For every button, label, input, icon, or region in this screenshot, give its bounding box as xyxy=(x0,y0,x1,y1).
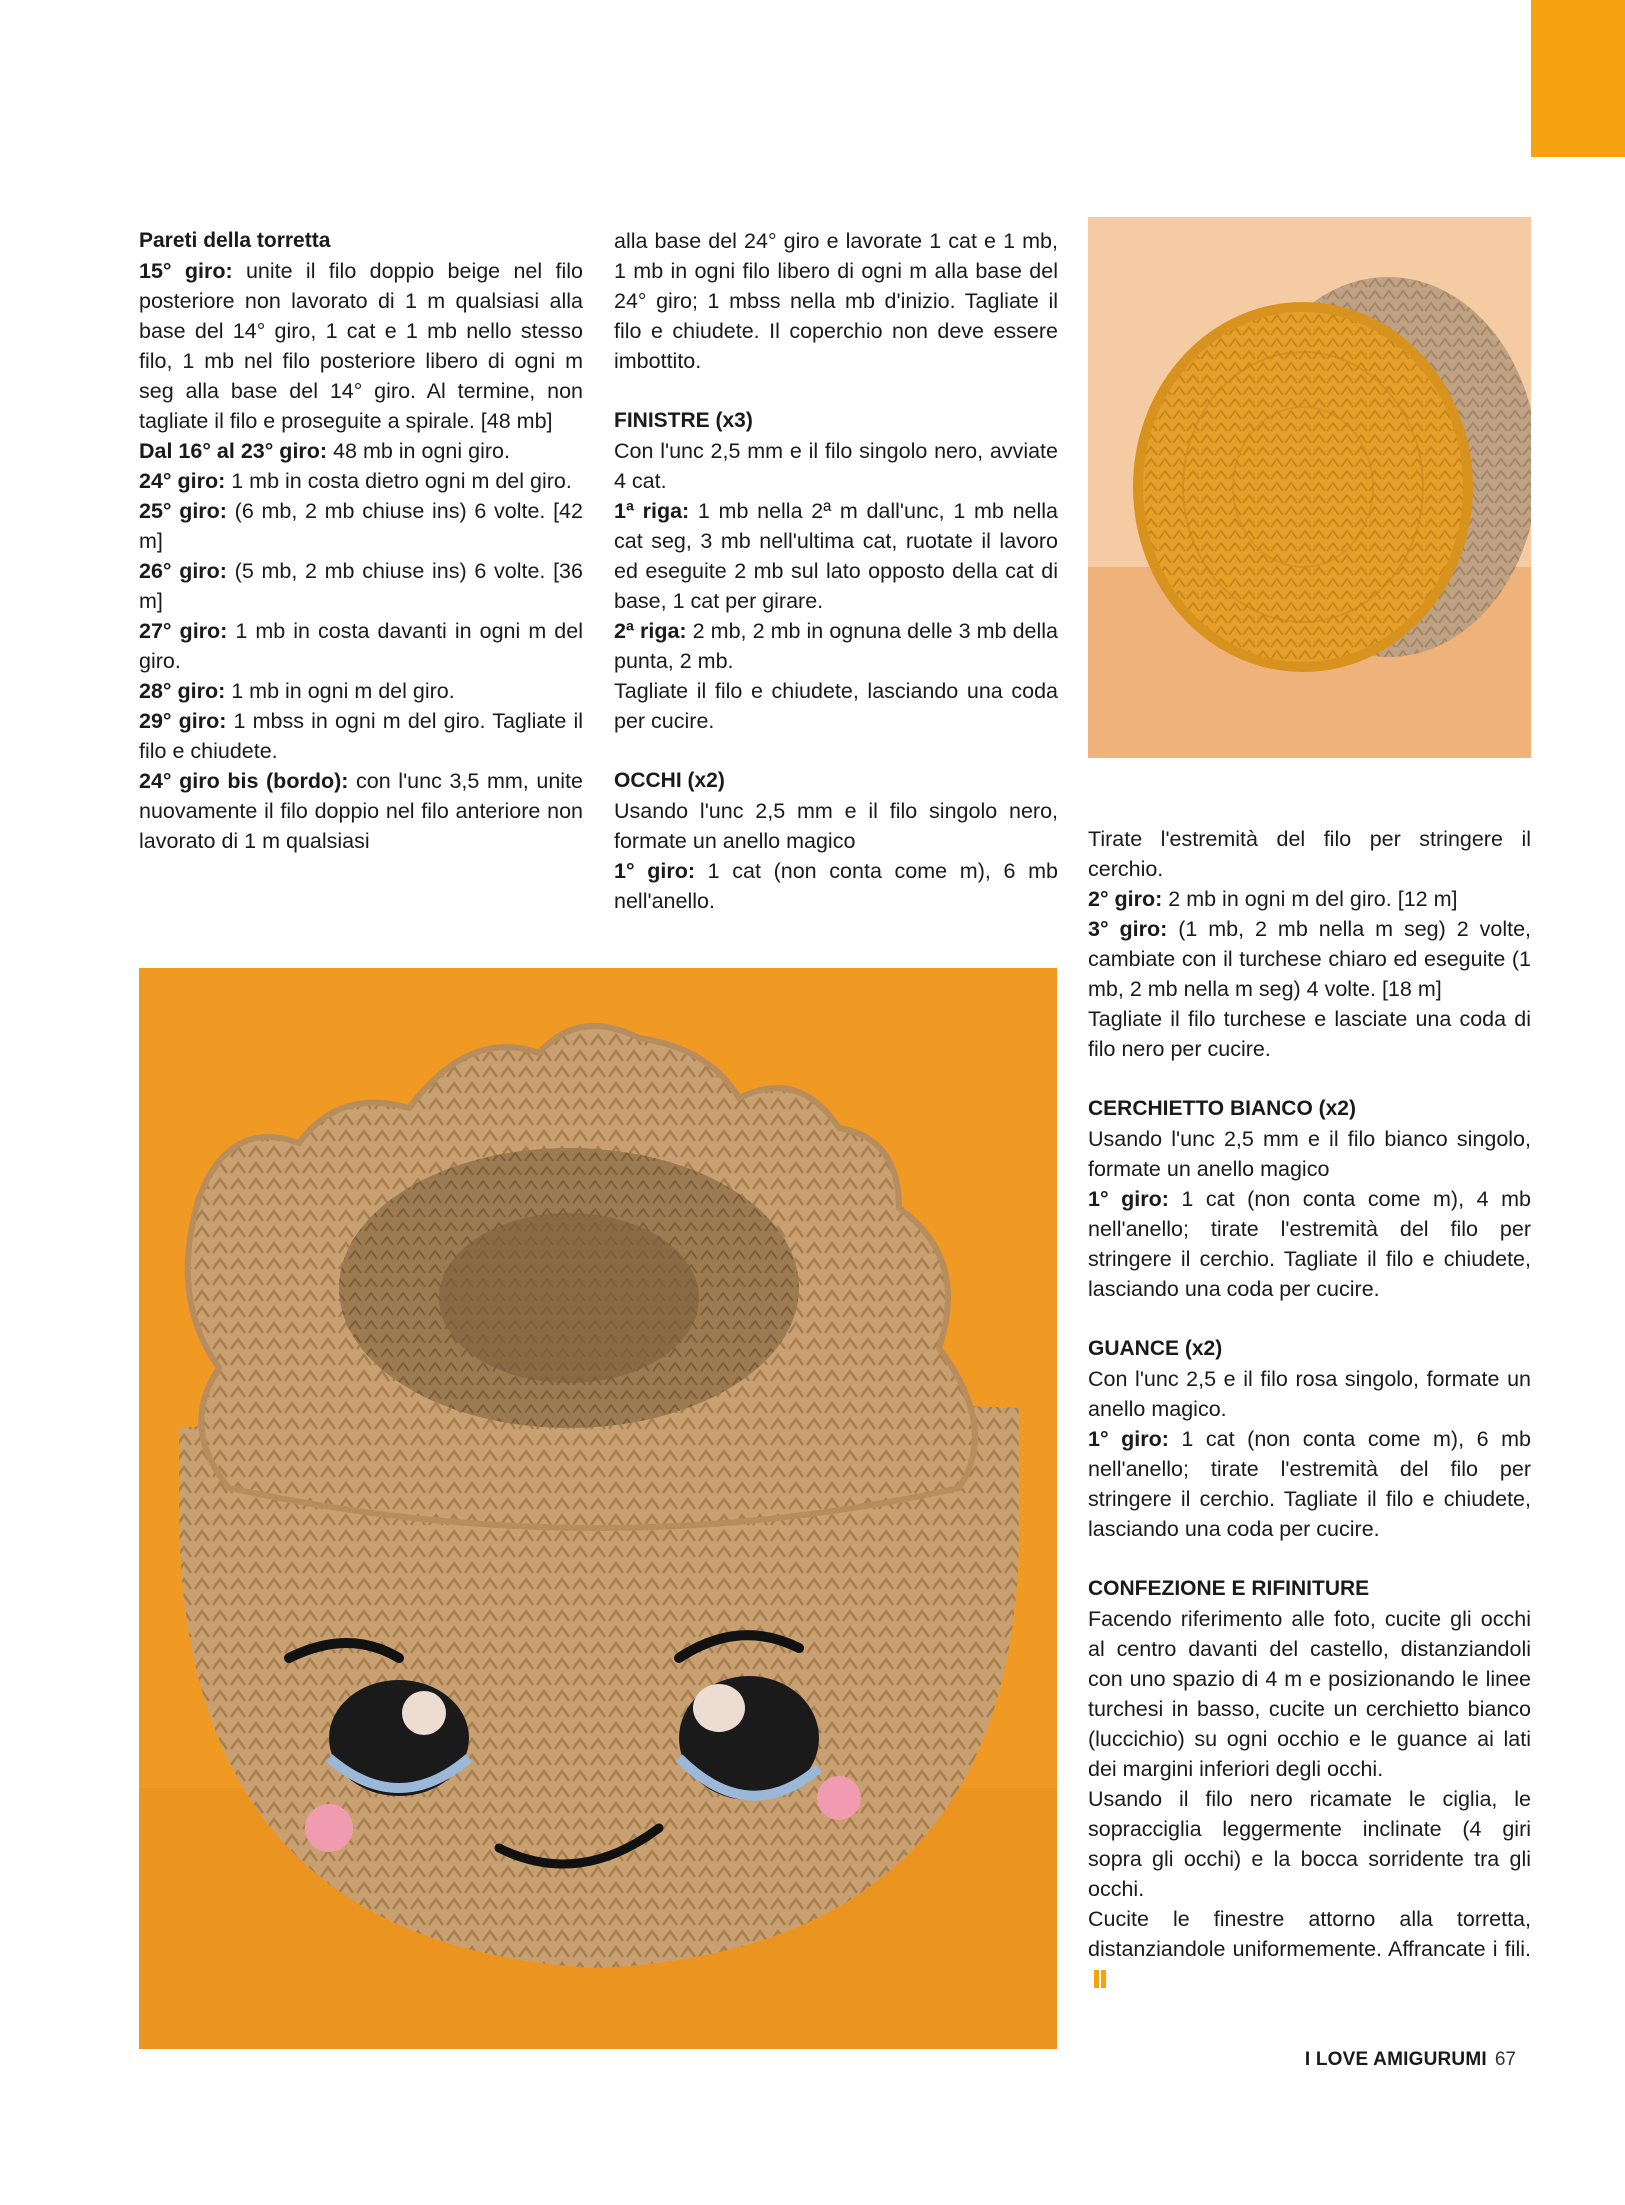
photo-castle-tower xyxy=(139,968,1057,2049)
magazine-name: I LOVE AMIGURUMI xyxy=(1304,2049,1487,2070)
lid-continuation: alla base del 24° giro e lavorate 1 cat e 1 mb, 1 mb in ogni filo libero di ogni m alla base del 24° giro; 1 mbss nella mb d'inizio. Tagliate il filo e chiudete. Il coperchio non deve essere imbottito. xyxy=(614,229,1058,373)
cheeks-round-1: 1° giro: 1 cat (non conta come m), 6 mb nell'anello; tirate l'estremità del filo per stringere il cerchio. Tagliate il filo e chiudete, lasciando una coda per cucire. xyxy=(1088,1427,1531,1541)
instruction-round-27: 27° giro: 1 mb in costa davanti in ogni m del giro. xyxy=(139,619,583,673)
page-number: 67 xyxy=(1494,2049,1516,2070)
eyes-finish: Tagliate il filo turchese e lasciate una coda di filo nero per cucire. xyxy=(1088,1007,1531,1061)
instruction-round-24-bis: 24° giro bis (bordo): con l'unc 3,5 mm, unite nuovamente il filo doppio nel filo anteriore non lavorato di 1 m qualsiasi xyxy=(139,769,583,853)
assembly-paragraph-3: Cucite le finestre attorno alla torretta, distanziandole uniformemente. Affrancate i fili. xyxy=(1088,1904,1531,1994)
eyes-continuation: Tirate l'estremità del filo per stringere il cerchio. xyxy=(1088,827,1531,881)
end-mark-icon xyxy=(1094,1970,1106,1988)
instruction-round-15: 15° giro: unite il filo doppio beige nel filo posteriore non lavorato di 1 m qualsiasi alla base del 14° giro, 1 cat e 1 mb nello stesso filo, 1 mb nel filo posteriore libero di ogni m seg alla base del 14° giro. Al termine, non tagliate il filo e proseguite a spirale. [48 mb] xyxy=(139,259,583,433)
eyes-round-2: 2° giro: 2 mb in ogni m del giro. [12 m] xyxy=(1088,887,1458,911)
windows-row-1: 1ª riga: 1 mb nella 2ª m dall'unc, 1 mb nella cat seg, 3 mb nell'ultima cat, ruotate il lavoro ed eseguite 2 mb sul lato opposto della cat di base, 1 cat per girare. xyxy=(614,499,1058,613)
instruction-round-29: 29° giro: 1 mbss in ogni m del giro. Tagliate il filo e chiudete. xyxy=(139,709,583,763)
section-title-walls: Pareti della torretta xyxy=(139,229,331,252)
white-circle-intro: Usando l'unc 2,5 mm e il filo bianco singolo, formate un anello magico xyxy=(1088,1127,1531,1181)
section-title-windows: FINISTRE (x3) xyxy=(614,409,753,432)
white-circle-round-1: 1° giro: 1 cat (non conta come m), 4 mb nell'anello; tirate l'estremità del filo per stringere il cerchio. Tagliate il filo e chiudete, lasciando una coda per cucire. xyxy=(1088,1187,1531,1301)
eyes-round-3: 3° giro: (1 mb, 2 mb nella m seg) 2 volte, cambiate con il turchese chiaro ed eseguite (1 mb, 2 mb nella m seg) 4 volte. [18 m] xyxy=(1088,917,1532,1001)
section-title-eyes: OCCHI (x2) xyxy=(614,769,725,792)
assembly-paragraph-2: Usando il filo nero ricamate le ciglia, le sopracciglia leggermente inclinate (4 giri sopra gli occhi) e la bocca sorridente tra gli occhi. xyxy=(1088,1787,1531,1901)
windows-intro: Con l'unc 2,5 mm e il filo singolo nero, avviate 4 cat. xyxy=(614,439,1058,493)
section-title-cheeks: GUANCE (x2) xyxy=(1088,1337,1223,1360)
cheeks-intro: Con l'unc 2,5 e il filo rosa singolo, formate un anello magico. xyxy=(1088,1367,1531,1421)
text-column-3 xyxy=(1088,824,1531,1994)
eyes-intro: Usando l'unc 2,5 mm e il filo singolo nero, formate un anello magico xyxy=(614,799,1058,853)
instruction-round-25: 25° giro: (6 mb, 2 mb chiuse ins) 6 volte. [42 m] xyxy=(139,499,583,553)
section-title-white-circle: CERCHIETTO BIANCO (x2) xyxy=(1088,1097,1356,1120)
eyes-round-1: 1° giro: 1 cat (non conta come m), 6 mb nell'anello. xyxy=(614,859,1058,913)
text-column-1 xyxy=(139,226,583,856)
text-column-2 xyxy=(614,226,1058,916)
corner-color-tab xyxy=(1531,0,1625,157)
instruction-round-28: 28° giro: 1 mb in ogni m del giro. xyxy=(139,679,455,703)
page-footer xyxy=(1305,2048,1516,2072)
windows-finish: Tagliate il filo e chiudete, lasciando una coda per cucire. xyxy=(614,679,1058,733)
photo-castle-lid xyxy=(1088,217,1531,758)
instruction-round-24: 24° giro: 1 mb in costa dietro ogni m del giro. xyxy=(139,469,572,493)
windows-row-2: 2ª riga: 2 mb, 2 mb in ognuna delle 3 mb della punta, 2 mb. xyxy=(614,619,1058,673)
instruction-round-26: 26° giro: (5 mb, 2 mb chiuse ins) 6 volte. [36 m] xyxy=(139,559,583,613)
section-title-assembly: CONFEZIONE E RIFINITURE xyxy=(1088,1577,1370,1600)
assembly-paragraph-1: Facendo riferimento alle foto, cucite gli occhi al centro davanti del castello, distanziandoli con uno spazio di 4 m e posizionando le linee turchesi in basso, cucite un cerchietto bianco (luccichio) su ogni occhio e le guance ai lati dei margini inferiori degli occhi. xyxy=(1088,1607,1531,1781)
instruction-round-16-23: Dal 16° al 23° giro: 48 mb in ogni giro. xyxy=(139,439,510,463)
